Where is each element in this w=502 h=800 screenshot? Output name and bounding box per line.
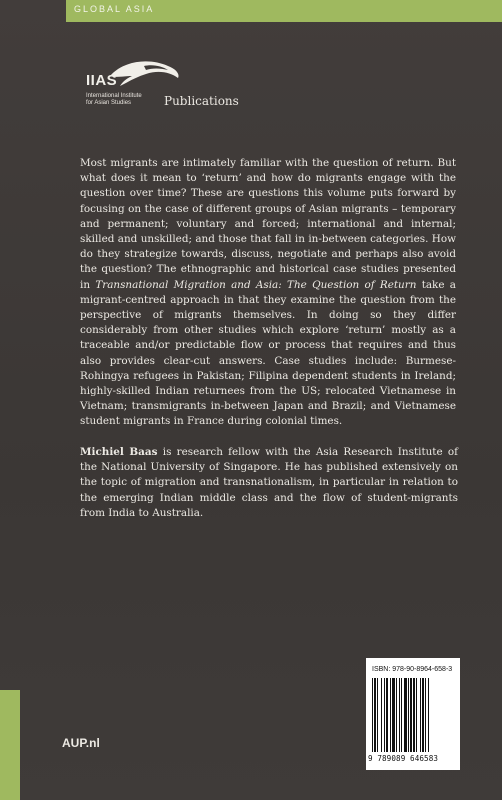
bird-logo-icon [106, 56, 186, 96]
barcode-bar [399, 678, 400, 752]
barcode-bar [413, 678, 415, 752]
barcode-bar [422, 678, 424, 752]
barcode-bar [420, 678, 421, 752]
barcode-bar [372, 678, 373, 752]
barcode-bar [428, 678, 429, 752]
logo-name-line1: International Institute [86, 93, 142, 99]
barcode-bar [384, 678, 385, 752]
isbn-label: ISBN: 978-90-8964-658-3 [372, 666, 453, 673]
logo-institute-name [86, 93, 176, 107]
barcode-digits: 9 789089 646583 [368, 754, 439, 763]
barcode-bar [390, 678, 391, 752]
book-title: Transnational Migration and Asia: The Question of Return [95, 278, 417, 291]
logo-name-line2: for Asian Studies [86, 100, 132, 106]
barcode-bar [381, 678, 382, 752]
barcode-bar [404, 678, 407, 752]
barcode-bar [386, 678, 388, 752]
series-banner [66, 0, 502, 22]
series-label: GLOBAL ASIA [74, 4, 155, 14]
barcode-bar [374, 678, 376, 752]
accent-strip [0, 690, 20, 800]
description-part2: take a migrant-centred approach in that they examine the question from the perspective of migrants themselves. In doing so they differ considerably from other studies which explore ‘return’ mostly as a traceable and/or predictable flow or process that requires and thus also provides clear-cut answers. Case studies include: Burmese-Rohingya refugees in Pakistan; Filipina dependent students in Ireland; highly-skilled Indian returnees from the US; relocated Vietnamese in Vietnam; transmigrants in-between Japan and Brazil; and Vietnamese student migrants in France during colonial times. [80, 278, 456, 428]
publications-label: Publications [164, 94, 239, 108]
iias-logo [86, 60, 166, 120]
barcode-bar [396, 678, 397, 752]
barcode-bar [416, 678, 417, 752]
barcode-bar [408, 678, 409, 752]
author-name: Michiel Baas [80, 446, 158, 458]
logo-acronym: IIAS [86, 72, 118, 89]
barcode-bar [401, 678, 402, 752]
description-part1: Most migrants are intimately familiar with the question of return. But what does it mean to ‘return’ and how do migrants engage with the question over time? These are questions this volume puts forward by focusing on the case of different groups of Asian migrants – temporary and permanent; voluntary and forced; international and internal; skilled and unskilled; and those that fall in in-between categories. How do they strategize towards, discuss, negotiate and perhaps also avoid the question? The ethnographic and historical case studies presented in [80, 157, 456, 291]
isbn-barcode [366, 658, 460, 770]
barcode-bars [372, 678, 454, 752]
author-bio [80, 445, 458, 521]
book-description [80, 156, 456, 430]
barcode-bar [377, 678, 378, 752]
publisher-website: AUP.nl [62, 736, 100, 750]
barcode-bar [410, 678, 412, 752]
author-bio-text: is research fellow with the Asia Research Institute of the National University of Singapore. He has published extensively on the topic of migration and transnationalism, in particular in relation to the emerging Indian middle class and the flow of student-migrants from India to Australia. [80, 446, 458, 519]
barcode-bar [425, 678, 426, 752]
barcode-bar [392, 678, 395, 752]
